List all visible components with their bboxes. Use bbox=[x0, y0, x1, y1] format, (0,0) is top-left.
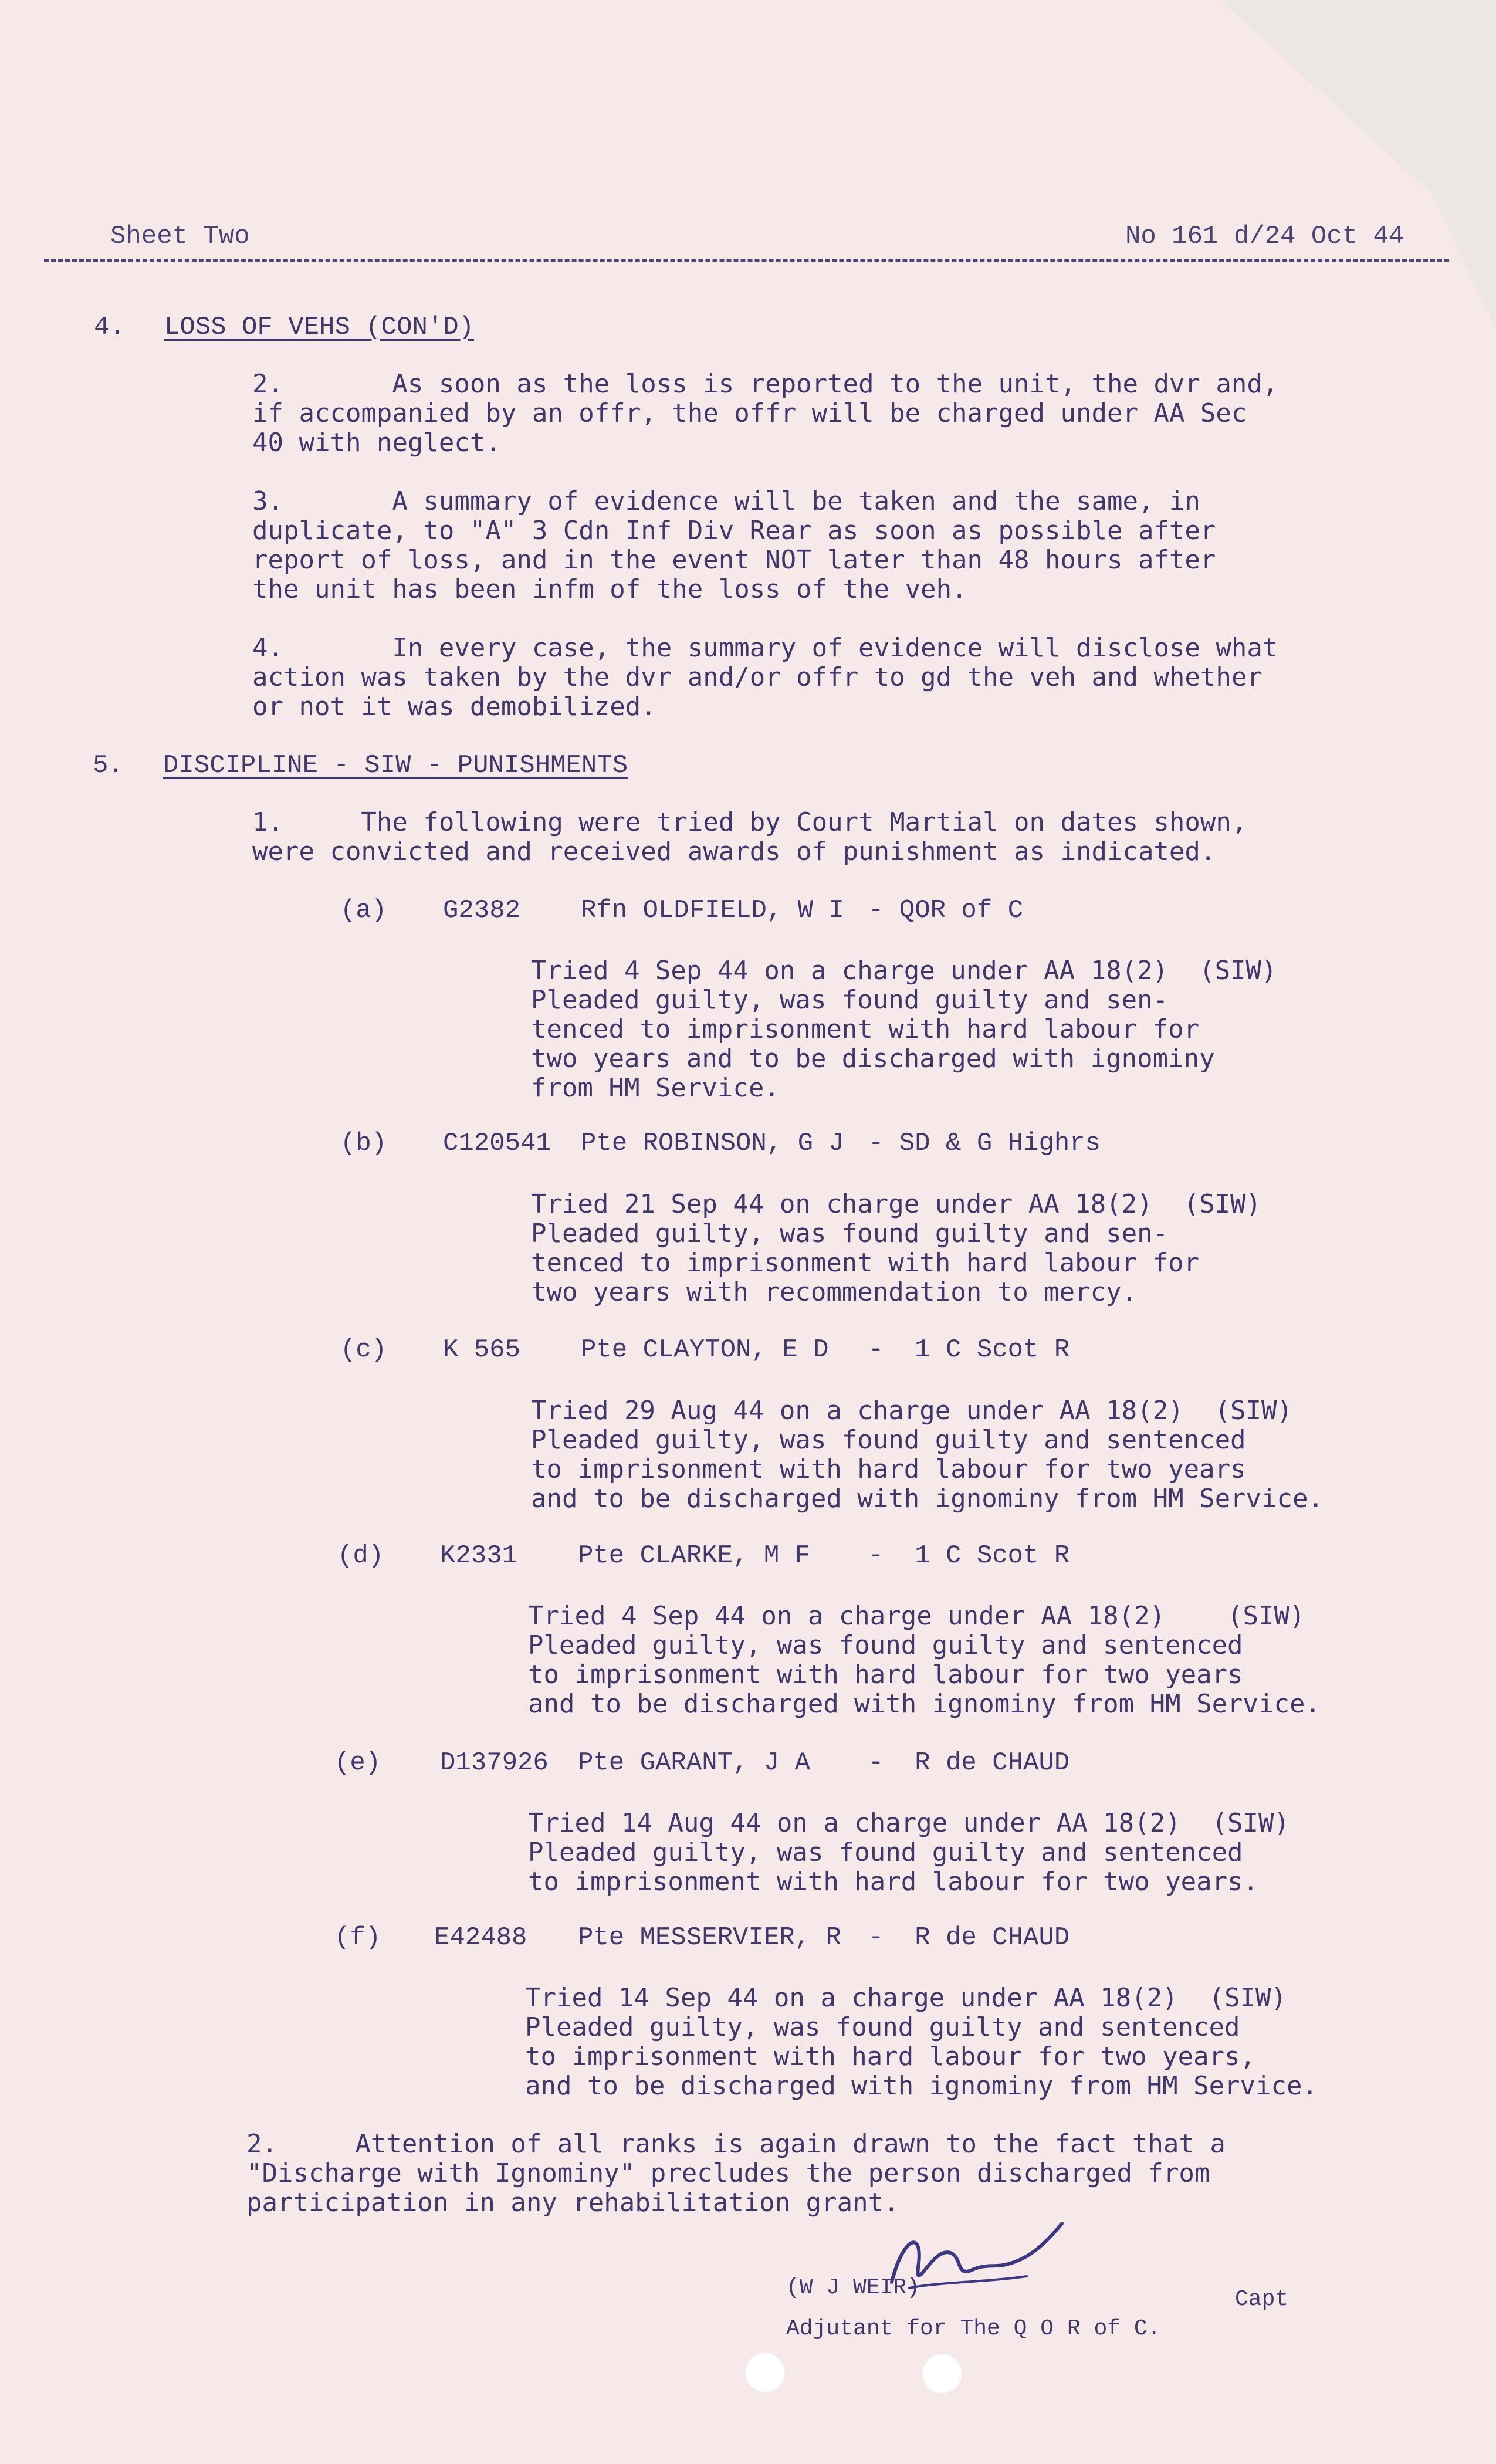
punch-hole-left bbox=[744, 2351, 786, 2394]
signatory-rank: Capt bbox=[1235, 2287, 1289, 2312]
signatory-name: (W J WEIR) bbox=[786, 2275, 920, 2300]
section-5-para-2: 2. Attention of all ranks is again drawn to the fact that a "Discharge with Ignominy" precludes the person discharged from participation in any rehabilitation grant. bbox=[246, 2129, 1226, 2218]
item-d-letter: (d) bbox=[337, 1541, 384, 1571]
item-f-letter: (f) bbox=[334, 1923, 381, 1952]
item-c-letter: (c) bbox=[340, 1335, 387, 1365]
item-c-details: Tried 29 Aug 44 on a charge under AA 18(2) (SIW) Pleaded guilty, was found guilty and sentenced to imprisonment with hard labour for two years and to be discharged with ignominy from HM Service. bbox=[531, 1396, 1324, 1514]
item-d-number: K2331 bbox=[440, 1541, 518, 1571]
header-rule bbox=[44, 259, 1449, 262]
item-d-name: Pte CLARKE, M F bbox=[578, 1541, 811, 1571]
item-d-unit: - 1 C Scot R bbox=[868, 1541, 1070, 1571]
item-a-unit: - QOR of C bbox=[868, 896, 1024, 925]
item-b-letter: (b) bbox=[340, 1129, 387, 1158]
item-a-name: Rfn OLDFIELD, W I bbox=[581, 896, 844, 925]
item-f-name: Pte MESSERVIER, R bbox=[578, 1923, 841, 1952]
item-a-letter: (a) bbox=[340, 896, 387, 925]
item-e-name: Pte GARANT, J A bbox=[578, 1748, 811, 1778]
item-b-unit: - SD & G Highrs bbox=[868, 1129, 1101, 1158]
item-e-number: D137926 bbox=[440, 1748, 549, 1778]
item-e-letter: (e) bbox=[334, 1748, 381, 1778]
item-b-name: Pte ROBINSON, G J bbox=[581, 1129, 844, 1158]
sheet-label: Sheet Two bbox=[110, 222, 250, 251]
section-4-heading: LOSS OF VEHS (CON'D) bbox=[164, 313, 475, 342]
section-5-heading: DISCIPLINE - SIW - PUNISHMENTS bbox=[163, 751, 628, 780]
item-b-details: Tried 21 Sep 44 on charge under AA 18(2) (SIW) Pleaded guilty, was found guilty and sen- tenced to imprisonment with hard labour for two years with recommendation to mercy. bbox=[531, 1189, 1262, 1307]
item-c-unit: - 1 C Scot R bbox=[868, 1335, 1070, 1365]
punch-hole-right bbox=[921, 2353, 963, 2395]
section-5-intro: 1. The following were tried by Court Martial on dates shown, were convicted and received awards of punishment as indicated. bbox=[252, 807, 1247, 867]
item-f-number: E42488 bbox=[434, 1923, 527, 1952]
section-4-number: 4. bbox=[94, 313, 125, 342]
section-4-para-4: 4. In every case, the summary of evidence will disclose what action was taken by the dvr and/or offr to gd the veh and whether or not it was demobilized. bbox=[252, 633, 1278, 722]
item-a-number: G2382 bbox=[443, 896, 521, 925]
item-c-number: K 565 bbox=[443, 1335, 521, 1365]
section-5-number: 5. bbox=[93, 751, 124, 780]
item-d-details: Tried 4 Sep 44 on a charge under AA 18(2) (SIW) Pleaded guilty, was found guilty and sentenced to imprisonment with hard labour for two years and to be discharged with ignominy from HM Service. bbox=[528, 1601, 1321, 1719]
item-f-details: Tried 14 Sep 44 on a charge under AA 18(2) (SIW) Pleaded guilty, was found guilty and sentenced to imprisonment with hard labour for two years, and to be discharged with ignominy from HM Service. bbox=[525, 1983, 1318, 2101]
section-4-para-2: 2. As soon as the loss is reported to the unit, the dvr and, if accompanied by an offr, the offr will be charged under AA Sec 40 with neglect. bbox=[252, 369, 1278, 458]
signatory-appointment: Adjutant for The Q O R of C. bbox=[786, 2316, 1161, 2341]
order-number: No 161 d/24 Oct 44 bbox=[1125, 222, 1404, 251]
item-a-details: Tried 4 Sep 44 on a charge under AA 18(2) (SIW) Pleaded guilty, was found guilty and sen- tenced to imprisonment with hard labour for two years and to be discharged with ignominy from HM Service. bbox=[531, 956, 1277, 1103]
item-f-unit: - R de CHAUD bbox=[868, 1923, 1070, 1952]
item-b-number: C120541 bbox=[443, 1129, 551, 1158]
item-e-unit: - R de CHAUD bbox=[868, 1748, 1070, 1778]
section-4-para-3: 3. A summary of evidence will be taken and the same, in duplicate, to "A" 3 Cdn Inf Div Rear as soon as possible after report of loss, and in the event NOT later than 48 hours after the unit has been infm of the loss of the veh. bbox=[252, 486, 1216, 604]
item-e-details: Tried 14 Aug 44 on a charge under AA 18(2) (SIW) Pleaded guilty, was found guilty and sentenced to imprisonment with hard labour for two years. bbox=[528, 1808, 1290, 1897]
item-c-name: Pte CLAYTON, E D bbox=[581, 1335, 829, 1365]
